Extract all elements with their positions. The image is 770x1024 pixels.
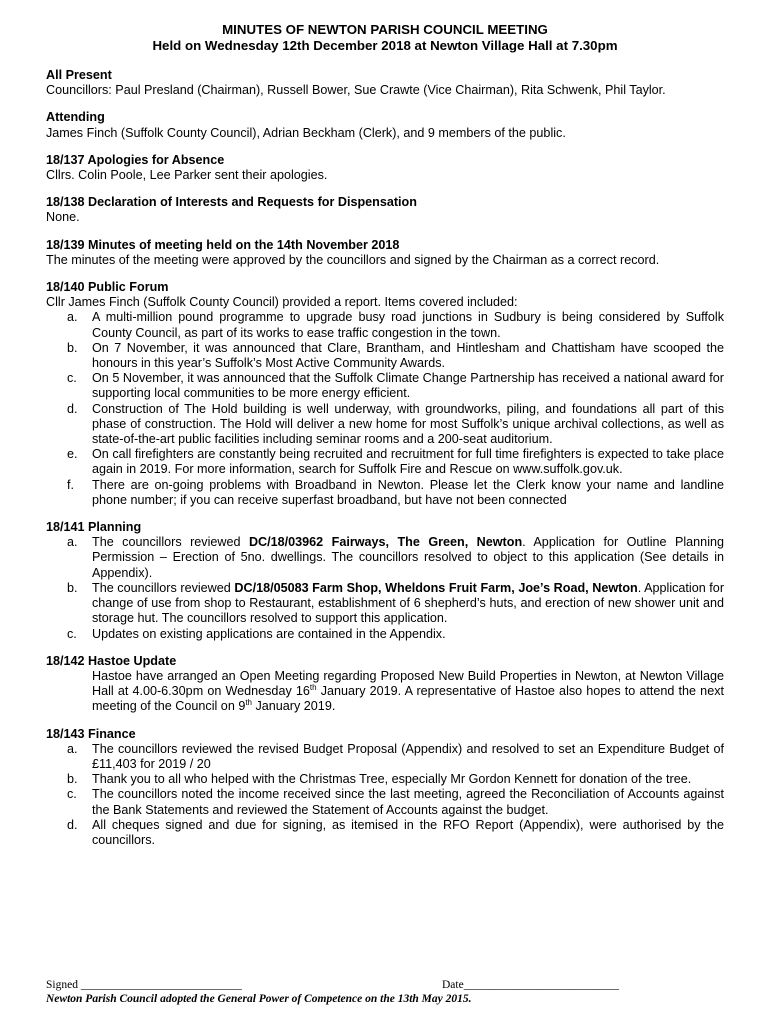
list-item-text: Thank you to all who helped with the Christmas Tree, especially Mr Gordon Kennett for donation of the tree. xyxy=(92,772,692,787)
list-marker: c. xyxy=(67,626,77,641)
list-item xyxy=(46,535,724,581)
list-item-text-post: . Application for Outline Planning Permission – Erection of 5no. dwellings. The councillors resolved to object to this application (See details in Appendix). xyxy=(92,535,724,580)
planning-list xyxy=(46,535,724,641)
list-marker: c. xyxy=(67,371,77,386)
hastoe-text-1: Hastoe have arranged an Open Meeting regarding Proposed New Build Properties in Newton, at Newton Village Hall at 4.00-6.30pm on Wednesday 16 xyxy=(92,668,724,699)
section-text: Cllrs. Colin Poole, Lee Parker sent their apologies. xyxy=(46,168,328,183)
list-marker: b. xyxy=(67,772,78,787)
list-item xyxy=(46,818,724,848)
section-finance xyxy=(46,727,724,849)
list-item-text: On call firefighters are constantly being recruited and recruitment for full time firefighters is expected to take place again in 2019. For more information, search for Suffolk Fire and Rescue on www.suffolk.gov.uk. xyxy=(92,447,724,477)
date-line: Date___________________________ xyxy=(442,979,619,991)
list-marker: b. xyxy=(67,340,78,355)
section-text: None. xyxy=(46,210,80,225)
list-item-text-pre: The councillors reviewed xyxy=(92,535,249,550)
list-marker: a. xyxy=(67,741,78,756)
list-marker: a. xyxy=(67,535,78,550)
forum-list xyxy=(46,310,724,508)
list-marker: d. xyxy=(67,817,78,832)
list-marker: e. xyxy=(67,447,78,462)
section-public-forum xyxy=(46,280,724,508)
list-item-text: On 5 November, it was announced that the Suffolk Climate Change Partnership has received a national award for supporting local communities to be more energy efficient. xyxy=(92,371,724,401)
section-heading: 18/138 Declaration of Interests and Requests for Dispensation xyxy=(46,195,417,210)
page-footer xyxy=(46,978,724,1006)
list-item-text: All cheques signed and due for signing, as itemised in the RFO Report (Appendix), were authorised by the councillors. xyxy=(92,817,724,847)
document-title xyxy=(46,22,724,54)
finance-list xyxy=(46,742,724,848)
section-heading: Attending xyxy=(46,110,105,125)
section-hastoe xyxy=(46,654,724,715)
section-heading: 18/142 Hastoe Update xyxy=(46,653,177,668)
ordinal-suffix: th xyxy=(309,682,317,692)
application-reference: DC/18/05083 Farm Shop, Wheldons Fruit Farm, Joe’s Road, Newton xyxy=(234,580,638,595)
section-text xyxy=(46,669,724,715)
list-item-text: Construction of The Hold building is well underway, with groundworks, piling, and foundations all part of this phase of construction. The Hold will deliver a new home for most Suffolk’s unique archival collections, as well as state-of-the-art public facilities including seminar rooms and a 200-seat auditorium. xyxy=(92,401,724,447)
title-line-2: Held on Wednesday 12th December 2018 at Newton Village Hall at 7.30pm xyxy=(152,38,618,53)
list-item xyxy=(46,447,724,477)
list-item xyxy=(46,742,724,772)
list-item xyxy=(46,371,724,401)
list-item-text-post: . Application for change of use from shop to Restaurant, establishment of 6 shepherd’s huts, and erection of new shower unit and storage hut. The councillors resolved to support this application. xyxy=(92,580,725,626)
section-heading: 18/141 Planning xyxy=(46,520,142,535)
footer-note: Newton Parish Council adopted the General Power of Competence on the 13th May 2015. xyxy=(46,993,472,1005)
list-item-text-pre: The councillors reviewed xyxy=(92,580,235,595)
list-item xyxy=(46,310,724,340)
section-interests xyxy=(46,195,724,225)
section-heading: All Present xyxy=(46,68,112,82)
list-item xyxy=(46,478,724,508)
section-heading: 18/140 Public Forum xyxy=(46,280,169,295)
section-text: James Finch (Suffolk County Council), Adrian Beckham (Clerk), and 9 members of the public. xyxy=(46,125,566,140)
list-item xyxy=(46,787,724,817)
section-text: Councillors: Paul Presland (Chairman), Russell Bower, Sue Crawte (Vice Chairman), Rita Schwenk, Phil Taylor. xyxy=(46,83,666,98)
section-present xyxy=(46,68,724,98)
list-item-text: Updates on existing applications are contained in the Appendix. xyxy=(92,626,446,641)
list-item xyxy=(46,581,724,627)
list-marker: f. xyxy=(67,477,74,492)
section-heading: 18/139 Minutes of meeting held on the 14th November 2018 xyxy=(46,237,400,252)
signed-line: Signed ____________________________ xyxy=(46,979,242,991)
list-item-text: The councillors noted the income received since the last meeting, agreed the Reconciliation of Accounts against the Bank Statements and reviewed the Statement of Accounts against the budget. xyxy=(92,787,724,817)
list-item-text: A multi-million pound programme to upgrade busy road junctions in Sudbury is being considered by Suffolk County Council, as part of its works to ease traffic congestion in the town. xyxy=(92,310,724,340)
section-intro: Cllr James Finch (Suffolk County Council) provided a report. Items covered included: xyxy=(46,295,518,310)
application-reference: DC/18/03962 Fairways, The Green, Newton xyxy=(248,535,523,550)
ordinal-suffix: th xyxy=(245,698,252,708)
section-text: The minutes of the meeting were approved by the councillors and signed by the Chairman as a correct record. xyxy=(46,252,660,267)
signature-row xyxy=(46,978,724,992)
title-line-1: MINUTES OF NEWTON PARISH COUNCIL MEETING xyxy=(222,22,548,37)
hastoe-text-2: January 2019. A representative of Hastoe also hopes to attend the next meeting of the Council on 9 xyxy=(92,684,724,714)
section-apologies xyxy=(46,153,724,183)
list-item-text: There are on-going problems with Broadband in Newton. Please let the Clerk know your name and landline phone number; if you can receive superfast broadband, but have not been connected xyxy=(92,477,724,507)
section-planning xyxy=(46,520,724,642)
list-item-text: On 7 November, it was announced that Clare, Brantham, and Hintlesham and Chattisham have scooped the honours in this year’s Suffolk’s Most Active Community Awards. xyxy=(92,340,724,371)
list-marker: d. xyxy=(67,401,78,416)
section-minutes xyxy=(46,238,724,268)
list-item-text: The councillors reviewed the revised Budget Proposal (Appendix) and resolved to set an Expenditure Budget of £11,403 for 2019 / 20 xyxy=(92,741,724,771)
list-item xyxy=(46,772,724,787)
section-heading: 18/143 Finance xyxy=(46,726,136,741)
list-marker: a. xyxy=(67,310,78,325)
list-item xyxy=(46,341,724,371)
list-marker: c. xyxy=(67,787,77,802)
section-heading: 18/137 Apologies for Absence xyxy=(46,152,225,167)
list-marker: b. xyxy=(67,580,78,595)
section-attending xyxy=(46,110,724,140)
list-item xyxy=(46,402,724,448)
list-item xyxy=(46,627,724,642)
hastoe-text-3: January 2019. xyxy=(252,699,336,714)
